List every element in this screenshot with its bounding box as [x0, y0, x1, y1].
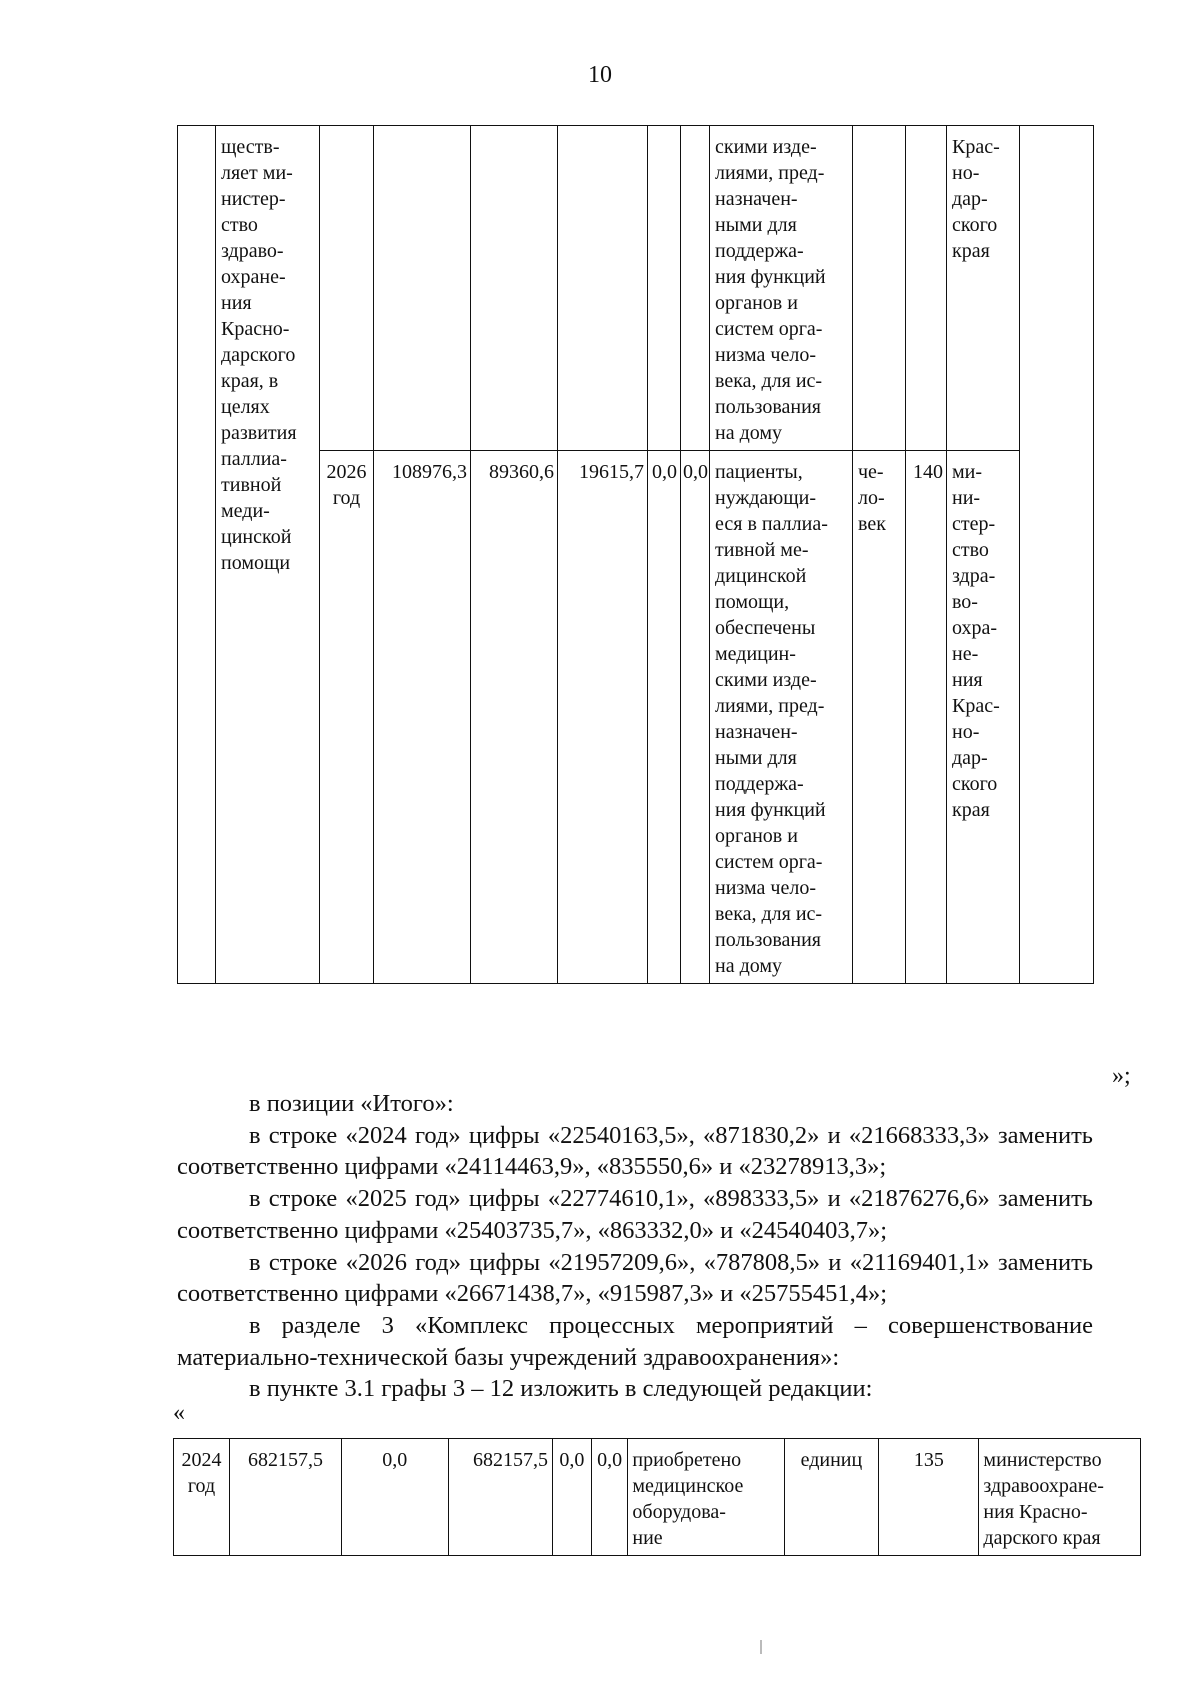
paragraph: в разделе 3 «Комплекс процессных мероприятий – совершенствование материально-технической базы учреждений здравоохранения»:: [177, 1311, 1093, 1371]
table-row: [178, 126, 1094, 451]
table-cell-total: 108976,3: [374, 451, 471, 984]
table-cell-number: [178, 126, 216, 984]
table-cell: [471, 126, 558, 451]
page-number: 10: [588, 62, 612, 88]
table-cell: [906, 126, 947, 451]
table-cell-regional: 89360,6: [471, 451, 558, 984]
amendment-text: [177, 1088, 1093, 1405]
table-cell-local: 0,0: [648, 451, 681, 984]
opening-quote: «: [173, 1400, 185, 1426]
table-cell-year: 2026 год: [320, 451, 374, 984]
table-cell-executor: министерство здравоохране- ния Красно- дарского края: [979, 1439, 1141, 1556]
paragraph: в строке «2025 год» цифры «22774610,1», «898333,5» и «21876276,6» заменить соответственно цифрами «25403735,7», «863332,0» и «24540403,7»;: [177, 1185, 1093, 1244]
paragraph: в пункте 3.1 графы 3 – 12 изложить в следующей редакции:: [249, 1375, 873, 1403]
table-cell-federal: 19615,7: [558, 451, 648, 984]
table-cell-value: 140: [906, 451, 947, 984]
table-cell-federal: 0,0: [341, 1439, 448, 1556]
table-bottom-replacement: [173, 1438, 1141, 1556]
table-cell-other: 0,0: [591, 1439, 628, 1556]
scan-mark: [760, 1640, 762, 1654]
table-cell-executor: Крас- но- дар- ского края: [947, 126, 1020, 451]
table-cell: [853, 126, 906, 451]
table-cell-last: [1020, 126, 1094, 984]
table-cell-value: 135: [879, 1439, 979, 1556]
table-row: [174, 1439, 1141, 1556]
closing-quote: »;: [1112, 1063, 1131, 1089]
table-cell: [374, 126, 471, 451]
paragraph: в строке «2026 год» цифры «21957209,6», «787808,5» и «21169401,1» заменить соответственно цифрами «26671438,7», «915987,3» и «25755451,4»;: [177, 1248, 1093, 1308]
table-cell-year: 2024 год: [174, 1439, 230, 1556]
table-cell-unit: единиц: [784, 1439, 879, 1556]
table-cell-other: 0,0: [681, 451, 710, 984]
table-cell-indicator: пациенты, нуждающи- еся в паллиа- тивной ме- дицинской помощи, обеспечены медицин- скими изде- лиями, пред- назначен- ными для поддержа- ния функций органов и систем орга- низма чело- века, для ис- пользования на дому: [710, 451, 853, 984]
table-cell: [320, 126, 374, 451]
table-cell-regional: 682157,5: [448, 1439, 552, 1556]
table-cell-event-name: ществ- ляет ми- нистер- ство здраво- охране- ния Красно- дарского края, в целях развития паллиа- тивной меди- цинской помощи: [216, 126, 320, 984]
paragraph: в позиции «Итого»:: [249, 1090, 454, 1117]
paragraph: в строке «2024 год» цифры «22540163,5», «871830,2» и «21668333,3» заменить соответственно цифрами «24114463,9», «835550,6» и «23278913,3»;: [177, 1121, 1093, 1181]
table-cell-indicator: скими изде- лиями, пред- назначен- ными для поддержа- ния функций органов и систем орга- низма чело- века, для ис- пользования на дому: [710, 126, 853, 451]
table-cell-indicator: приобретено медицинское оборудова- ние: [628, 1439, 784, 1556]
table-cell: [648, 126, 681, 451]
table-top-continuation: [177, 125, 1094, 984]
table-cell: [681, 126, 710, 451]
table-cell-local: 0,0: [553, 1439, 592, 1556]
table-cell: [558, 126, 648, 451]
table-cell-executor: ми- ни- стер- ство здра- во- охра- не- ния Крас- но- дар- ского края: [947, 451, 1020, 984]
table-cell-unit: че- ло- век: [853, 451, 906, 984]
table-cell-total: 682157,5: [229, 1439, 341, 1556]
